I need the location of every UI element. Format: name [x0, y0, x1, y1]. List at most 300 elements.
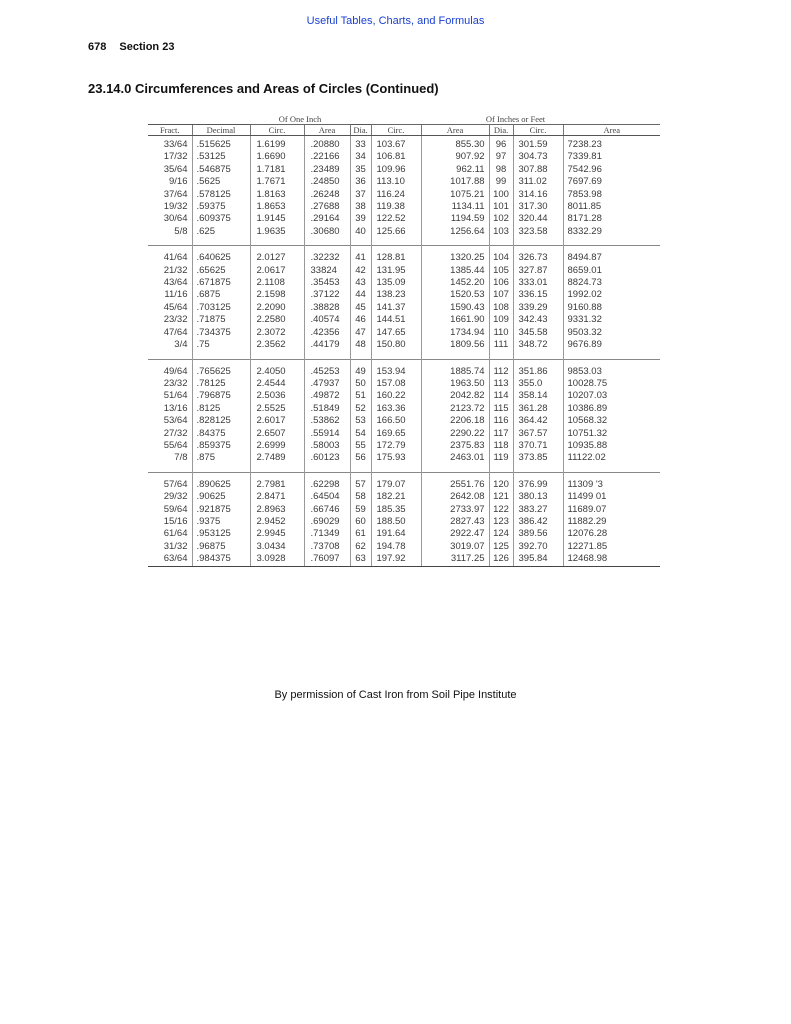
table-cell: 314.16 [513, 189, 563, 201]
table-cell: 2375.83 [421, 440, 489, 452]
table-cell: .828125 [192, 415, 250, 427]
table-cell: 40 [350, 226, 371, 238]
table-cell: 2551.76 [421, 479, 489, 491]
table-cell: .796875 [192, 390, 250, 402]
table-cell: 109 [489, 314, 513, 326]
table-row [148, 504, 660, 516]
table-cell: .875 [192, 452, 250, 464]
table-cell: 116 [489, 415, 513, 427]
table-cell: 1885.74 [421, 366, 489, 378]
table-cell: 37/64 [163, 188, 188, 200]
table-cell: 1.8653 [250, 201, 304, 213]
table-cell: 31/32 [163, 540, 188, 552]
table-cell: 188.50 [371, 516, 421, 528]
separator-cell [513, 352, 563, 360]
table-cell: 1320.25 [421, 252, 489, 264]
table-cell: 197.92 [371, 553, 421, 566]
table-cell: 323.58 [513, 226, 563, 238]
table-row [148, 213, 660, 225]
col-area-inch: Area [304, 125, 350, 136]
table-cell: 55 [350, 440, 371, 452]
table-cell: 111 [489, 339, 513, 351]
table-cell: .24850 [304, 176, 350, 188]
table-row [148, 403, 660, 415]
table-cell: .66746 [304, 504, 350, 516]
table-row [148, 327, 660, 339]
table-cell: 2.2580 [250, 314, 304, 326]
table-cell: 57 [350, 479, 371, 491]
table-cell: 52 [350, 403, 371, 415]
table-cell: .65625 [192, 265, 250, 277]
separator-cell [489, 465, 513, 473]
table-cell: .671875 [192, 277, 250, 289]
table-row [148, 428, 660, 440]
table-cell: 60 [350, 516, 371, 528]
table-cell: 117 [489, 428, 513, 440]
table-cell: 19/32 [163, 201, 188, 213]
table-cell: 1017.88 [421, 176, 489, 188]
table-cell: 1452.20 [421, 277, 489, 289]
table-cell: 370.71 [513, 440, 563, 452]
table-cell: 1590.43 [421, 302, 489, 314]
table-cell: 10386.89 [563, 403, 660, 415]
table-cell: 8494.87 [563, 252, 660, 264]
table-cell: .921875 [192, 504, 250, 516]
table-cell: 116.24 [371, 189, 421, 201]
table-row [148, 479, 660, 491]
table-cell: 29/32 [163, 491, 188, 503]
table-cell: 2642.08 [421, 491, 489, 503]
table-cell: 1075.21 [421, 189, 489, 201]
table-cell: 61/64 [163, 528, 188, 540]
table-cell: 38 [350, 201, 371, 213]
group-separator [148, 465, 660, 473]
table-row [148, 452, 660, 464]
column-group-row [148, 114, 660, 125]
table-cell: 172.79 [371, 440, 421, 452]
table-cell: 320.44 [513, 213, 563, 225]
table-cell: 47/64 [163, 326, 188, 338]
table-cell: 2.3562 [250, 339, 304, 351]
table-cell: 126 [489, 553, 513, 566]
table-cell: .35453 [304, 277, 350, 289]
table-cell: 1.9145 [250, 213, 304, 225]
table-cell: 166.50 [371, 415, 421, 427]
table-cell: 2.9945 [250, 528, 304, 540]
table-cell: 33/64 [163, 139, 188, 150]
table-cell: .75 [192, 339, 250, 351]
table-cell: 1.8163 [250, 189, 304, 201]
table-cell: .55914 [304, 428, 350, 440]
table-cell: 13/16 [163, 402, 188, 414]
table-cell: 2123.72 [421, 403, 489, 415]
table-cell: 2.6999 [250, 440, 304, 452]
table-cell: 62 [350, 541, 371, 553]
table-cell: 9160.88 [563, 302, 660, 314]
table-cell: .71875 [192, 314, 250, 326]
table-cell: 8171.28 [563, 213, 660, 225]
table-cell: 2206.18 [421, 415, 489, 427]
table-cell: .609375 [192, 213, 250, 225]
table-cell: 141.37 [371, 302, 421, 314]
table-cell: 49 [350, 366, 371, 378]
group-of-one-inch: Of One Inch [250, 114, 350, 125]
table-cell: .53125 [192, 151, 250, 163]
table-cell: 61 [350, 528, 371, 540]
table-cell: 301.59 [513, 136, 563, 152]
col-dia-1: Dia. [350, 125, 371, 136]
table-cell: 11689.07 [563, 504, 660, 516]
table-row [148, 528, 660, 540]
table-header [148, 114, 660, 136]
table-cell: 63/64 [148, 553, 192, 566]
table-cell: 49/64 [163, 365, 188, 377]
table-cell: 23/32 [163, 314, 188, 326]
separator-cell [421, 238, 489, 246]
table-cell: 367.57 [513, 428, 563, 440]
separator-cell [304, 238, 350, 246]
section-heading [88, 41, 184, 53]
table-cell: 345.58 [513, 327, 563, 339]
table-cell: 37 [350, 189, 371, 201]
separator-cell [250, 238, 304, 246]
table-cell: 107 [489, 289, 513, 301]
col-circ-inch: Circ. [250, 125, 304, 136]
table-cell: 106 [489, 277, 513, 289]
table-cell: 153.94 [371, 366, 421, 378]
table-row [148, 516, 660, 528]
table-cell: 2.4050 [250, 366, 304, 378]
table-cell: 386.42 [513, 516, 563, 528]
table-cell: 163.36 [371, 403, 421, 415]
table-cell: .49872 [304, 390, 350, 402]
table-cell: 2.2090 [250, 302, 304, 314]
table-cell: 23/32 [163, 377, 188, 389]
separator-cell [563, 352, 660, 360]
page-title: 23.14.0 Circumferences and Areas of Circles (Continued) [88, 81, 439, 96]
table-cell: .30680 [304, 226, 350, 238]
table-cell: 144.51 [371, 314, 421, 326]
group-separator [148, 352, 660, 360]
table-cell: 907.92 [421, 151, 489, 163]
table-cell: 1992.02 [563, 289, 660, 301]
table-cell: 1734.94 [421, 327, 489, 339]
table-cell: 169.65 [371, 428, 421, 440]
table-cell: 43 [350, 277, 371, 289]
table-cell: 17/32 [163, 151, 188, 163]
table-cell: 63 [350, 553, 371, 566]
table-cell: 333.01 [513, 277, 563, 289]
table-row [148, 491, 660, 503]
separator-cell [371, 352, 421, 360]
table-cell: 103 [489, 226, 513, 238]
separator-cell [148, 238, 192, 246]
table-cell: 11309 '3 [563, 479, 660, 491]
table-cell: 9/16 [169, 176, 188, 188]
table-cell: 118 [489, 440, 513, 452]
table-cell: 317.30 [513, 201, 563, 213]
separator-cell [192, 465, 250, 473]
table-row [148, 415, 660, 427]
table-cell: 1.7671 [250, 176, 304, 188]
table-cell: .44179 [304, 339, 350, 351]
table-cell: 383.27 [513, 504, 563, 516]
col-area-1: Area [421, 125, 489, 136]
table-cell: 2463.01 [421, 452, 489, 464]
table-cell: 122.52 [371, 213, 421, 225]
table-cell: 2.7981 [250, 479, 304, 491]
table-cell: 105 [489, 265, 513, 277]
table-cell: 2.6507 [250, 428, 304, 440]
table-cell: .859375 [192, 440, 250, 452]
table-cell: 179.07 [371, 479, 421, 491]
table-cell: 110 [489, 327, 513, 339]
table-cell: .984375 [192, 553, 250, 566]
table-cell: 11/16 [164, 289, 188, 301]
separator-cell [563, 465, 660, 473]
table-cell: 389.56 [513, 528, 563, 540]
col-dia-2: Dia. [489, 125, 513, 136]
table-cell: .71349 [304, 528, 350, 540]
table-cell: 342.43 [513, 314, 563, 326]
table-cell: .38828 [304, 302, 350, 314]
table-cell: 10568.32 [563, 415, 660, 427]
table-cell: .29164 [304, 213, 350, 225]
table-cell: 2922.47 [421, 528, 489, 540]
table-cell: 11122.02 [563, 452, 660, 464]
table-cell: 395.84 [513, 553, 563, 566]
table-cell: 54 [350, 428, 371, 440]
table-cell: 50 [350, 378, 371, 390]
table-row [148, 252, 660, 264]
table-cell: 3.0928 [250, 553, 304, 566]
col-area-2: Area [563, 125, 660, 136]
table-cell: 157.08 [371, 378, 421, 390]
table-cell: 9331.32 [563, 314, 660, 326]
table-cell: 35/64 [163, 163, 188, 175]
table-cell: .640625 [192, 252, 250, 264]
table-cell: 112 [489, 366, 513, 378]
table-cell: 147.65 [371, 327, 421, 339]
table-cell: 123 [489, 516, 513, 528]
table-cell: 7/8 [174, 452, 188, 464]
table-cell: 135.09 [371, 277, 421, 289]
table-cell: 2.3072 [250, 327, 304, 339]
table-cell: 2290.22 [421, 428, 489, 440]
table-cell: 104 [489, 252, 513, 264]
table-cell: .73708 [304, 541, 350, 553]
table-cell: .20880 [304, 136, 350, 152]
table-cell: .27688 [304, 201, 350, 213]
page-number: 678 [88, 41, 107, 53]
table-cell: 2.6017 [250, 415, 304, 427]
table-cell: .765625 [192, 366, 250, 378]
table-cell: 304.73 [513, 151, 563, 163]
table-cell: 348.72 [513, 339, 563, 351]
table-cell: 2.4544 [250, 378, 304, 390]
table-cell: 1.6690 [250, 151, 304, 163]
table-cell: 11882.29 [563, 516, 660, 528]
table-cell: .59375 [192, 201, 250, 213]
separator-cell [350, 465, 371, 473]
table-cell: 119 [489, 452, 513, 464]
group-separator [148, 238, 660, 246]
group-of-inches-or-feet: Of Inches or Feet [371, 114, 660, 125]
table-cell: 361.28 [513, 403, 563, 415]
table-cell: 34 [350, 151, 371, 163]
table-cell: 122 [489, 504, 513, 516]
separator-cell [350, 352, 371, 360]
table-cell: 45/64 [163, 301, 188, 313]
table-cell: 2733.97 [421, 504, 489, 516]
table-cell: 182.21 [371, 491, 421, 503]
circles-table [148, 114, 660, 567]
table-cell: .47937 [304, 378, 350, 390]
table-cell: .703125 [192, 302, 250, 314]
group-spacer [350, 114, 371, 125]
table-cell: 12468.98 [563, 553, 660, 566]
table-cell: .58003 [304, 440, 350, 452]
table-cell: 392.70 [513, 541, 563, 553]
table-cell: 121 [489, 491, 513, 503]
table-cell: .40574 [304, 314, 350, 326]
table-cell: .32232 [304, 252, 350, 264]
table-cell: 1194.59 [421, 213, 489, 225]
table-cell: 114 [489, 390, 513, 402]
separator-cell [371, 238, 421, 246]
table-cell: 30/64 [163, 213, 188, 225]
table-cell: 376.99 [513, 479, 563, 491]
table-row [148, 302, 660, 314]
table-cell: 53/64 [163, 415, 188, 427]
separator-cell [350, 238, 371, 246]
separator-cell [192, 352, 250, 360]
table-cell: 2.7489 [250, 452, 304, 464]
table-cell: 2042.82 [421, 390, 489, 402]
separator-cell [371, 465, 421, 473]
table-cell: 56 [350, 452, 371, 464]
table-cell: 8824.73 [563, 277, 660, 289]
table-cell: .890625 [192, 479, 250, 491]
table-cell: 2.0127 [250, 252, 304, 264]
table-cell: 120 [489, 479, 513, 491]
table-row [148, 314, 660, 326]
table-cell: 2.1598 [250, 289, 304, 301]
table-cell: 10935.88 [563, 440, 660, 452]
table-cell: 2.8471 [250, 491, 304, 503]
separator-cell [489, 238, 513, 246]
table-cell: .953125 [192, 528, 250, 540]
table-row [148, 541, 660, 553]
table-cell: 48 [350, 339, 371, 351]
table-cell: 3117.25 [421, 553, 489, 566]
table-cell: 311.02 [513, 176, 563, 188]
table-cell: 99 [489, 176, 513, 188]
table-cell: 113.10 [371, 176, 421, 188]
table-row [148, 339, 660, 351]
table-cell: 10028.75 [563, 378, 660, 390]
table-cell: 47 [350, 327, 371, 339]
table-cell: 12271.85 [563, 541, 660, 553]
table-cell: 9853.03 [563, 366, 660, 378]
table-cell: 46 [350, 314, 371, 326]
table-cell: 1.7181 [250, 164, 304, 176]
table-cell: .37122 [304, 289, 350, 301]
separator-cell [421, 352, 489, 360]
table-cell: 125 [489, 541, 513, 553]
table-cell: .51849 [304, 403, 350, 415]
table-cell: 355.0 [513, 378, 563, 390]
table-cell: 5/8 [174, 225, 188, 237]
table-cell: 1385.44 [421, 265, 489, 277]
table-cell: 41 [350, 252, 371, 264]
table-cell: 96 [489, 136, 513, 152]
table-cell: 115 [489, 403, 513, 415]
table-cell: 108 [489, 302, 513, 314]
table-cell: 101 [489, 201, 513, 213]
table-cell: 59/64 [163, 503, 188, 515]
table-cell: 109.96 [371, 164, 421, 176]
table-cell: 119.38 [371, 201, 421, 213]
table-cell: .84375 [192, 428, 250, 440]
separator-cell [304, 465, 350, 473]
table-cell: .90625 [192, 491, 250, 503]
table-cell: 55/64 [163, 439, 188, 451]
table-cell: .23489 [304, 164, 350, 176]
table-row [148, 201, 660, 213]
table-cell: 191.64 [371, 528, 421, 540]
table-cell: 11499 01 [563, 491, 660, 503]
table-row [148, 366, 660, 378]
separator-cell [489, 352, 513, 360]
running-header: Useful Tables, Charts, and Formulas [306, 15, 485, 27]
table-cell: .76097 [304, 553, 350, 566]
table-cell: 10751.32 [563, 428, 660, 440]
table-cell: 7238.23 [563, 136, 660, 152]
table-cell: 39 [350, 213, 371, 225]
table-row [148, 440, 660, 452]
table-cell: .60123 [304, 452, 350, 464]
table-cell: 2.5525 [250, 403, 304, 415]
table-cell: .64504 [304, 491, 350, 503]
table-cell: 97 [489, 151, 513, 163]
table-row [148, 553, 660, 566]
table-cell: 1256.64 [421, 226, 489, 238]
table-cell: 326.73 [513, 252, 563, 264]
separator-cell [250, 352, 304, 360]
separator-cell [304, 352, 350, 360]
table-cell: 1134.11 [421, 201, 489, 213]
table-row [148, 390, 660, 402]
table-cell: 7697.69 [563, 176, 660, 188]
table-row [148, 164, 660, 176]
table-cell: 175.93 [371, 452, 421, 464]
table-cell: .96875 [192, 541, 250, 553]
table-cell: 7542.96 [563, 164, 660, 176]
table-cell: 57/64 [163, 478, 188, 490]
table-cell: 1963.50 [421, 378, 489, 390]
table-cell: 106.81 [371, 151, 421, 163]
table-cell: 45 [350, 302, 371, 314]
table-cell: 307.88 [513, 164, 563, 176]
table-cell: 185.35 [371, 504, 421, 516]
table-cell: .45253 [304, 366, 350, 378]
table-cell: 124 [489, 528, 513, 540]
table-cell: .78125 [192, 378, 250, 390]
table-cell: 358.14 [513, 390, 563, 402]
table-cell: 59 [350, 504, 371, 516]
table-cell: .9375 [192, 516, 250, 528]
